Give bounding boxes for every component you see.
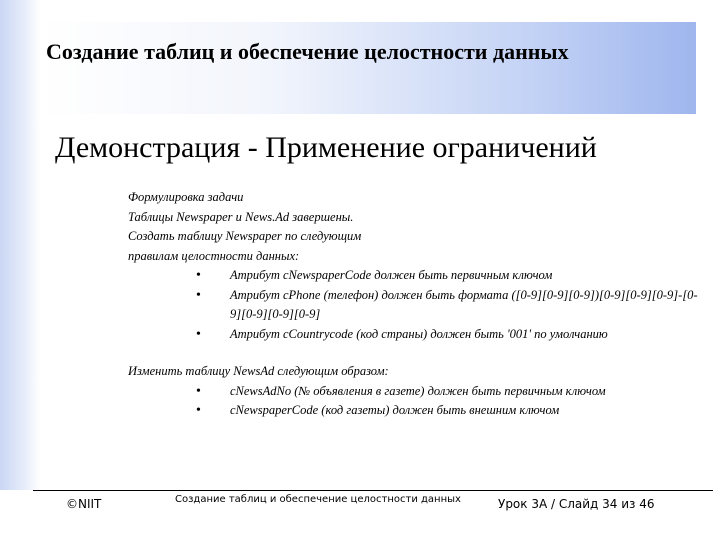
slide-subtitle: Демонстрация - Применение ограничений (55, 131, 597, 164)
newsad-rules-list (128, 382, 698, 421)
intro-line-1: Таблицы Newspaper и News.Ad завершены. (128, 209, 354, 224)
footer-slide-number: Урок 3А / Слайд 34 из 46 (498, 497, 655, 511)
bullet-icon: • (196, 383, 201, 399)
second-task-intro: Изменить таблицу NewsAd следующим образом: (128, 364, 389, 378)
list-item (128, 286, 698, 325)
slide-title: Создание таблиц и обеспечение целостности данных (46, 39, 569, 64)
bullet-icon: • (196, 326, 201, 342)
bullet-icon: • (196, 403, 201, 418)
intro-line-3: правилам целостности данных: (128, 248, 300, 263)
newspaper-rules-list (128, 266, 698, 344)
footer-copyright: ©NIIT (66, 497, 102, 511)
footer-course-title: Создание таблиц и обеспечение целостности данных (175, 494, 461, 505)
header-banner (40, 22, 696, 114)
rule-text: Атрибут cPhone (телефон) должен быть формата ([0-9][0-9][0-9])[0-9][0-9][0-9]-[0-9][0-9][0-9][0-9] (230, 287, 698, 321)
footer-divider (33, 490, 713, 491)
task-heading: Формулировка задачи (128, 190, 244, 204)
list-item (128, 382, 698, 402)
list-item (128, 266, 698, 286)
rule-text: cNewsAdNo (№ объявления в газете) должен быть первичным ключом (230, 383, 606, 398)
bullet-icon: • (196, 268, 201, 283)
task-content (128, 188, 698, 421)
bullet-icon: • (196, 287, 201, 303)
rule-text: cNewspaperCode (код газеты) должен быть внешним ключом (230, 403, 560, 417)
list-item (128, 325, 698, 345)
list-item (128, 401, 698, 421)
intro-line-2: Создать таблицу Newspaper по следующим (128, 229, 362, 243)
rule-text: Атрибут cCountrycode (код страны) должен быть '001' по умолчанию (230, 326, 608, 341)
left-decorative-bar (0, 0, 40, 490)
rule-text: Атрибут cNewspaperCode должен быть первичным ключом (230, 268, 553, 282)
